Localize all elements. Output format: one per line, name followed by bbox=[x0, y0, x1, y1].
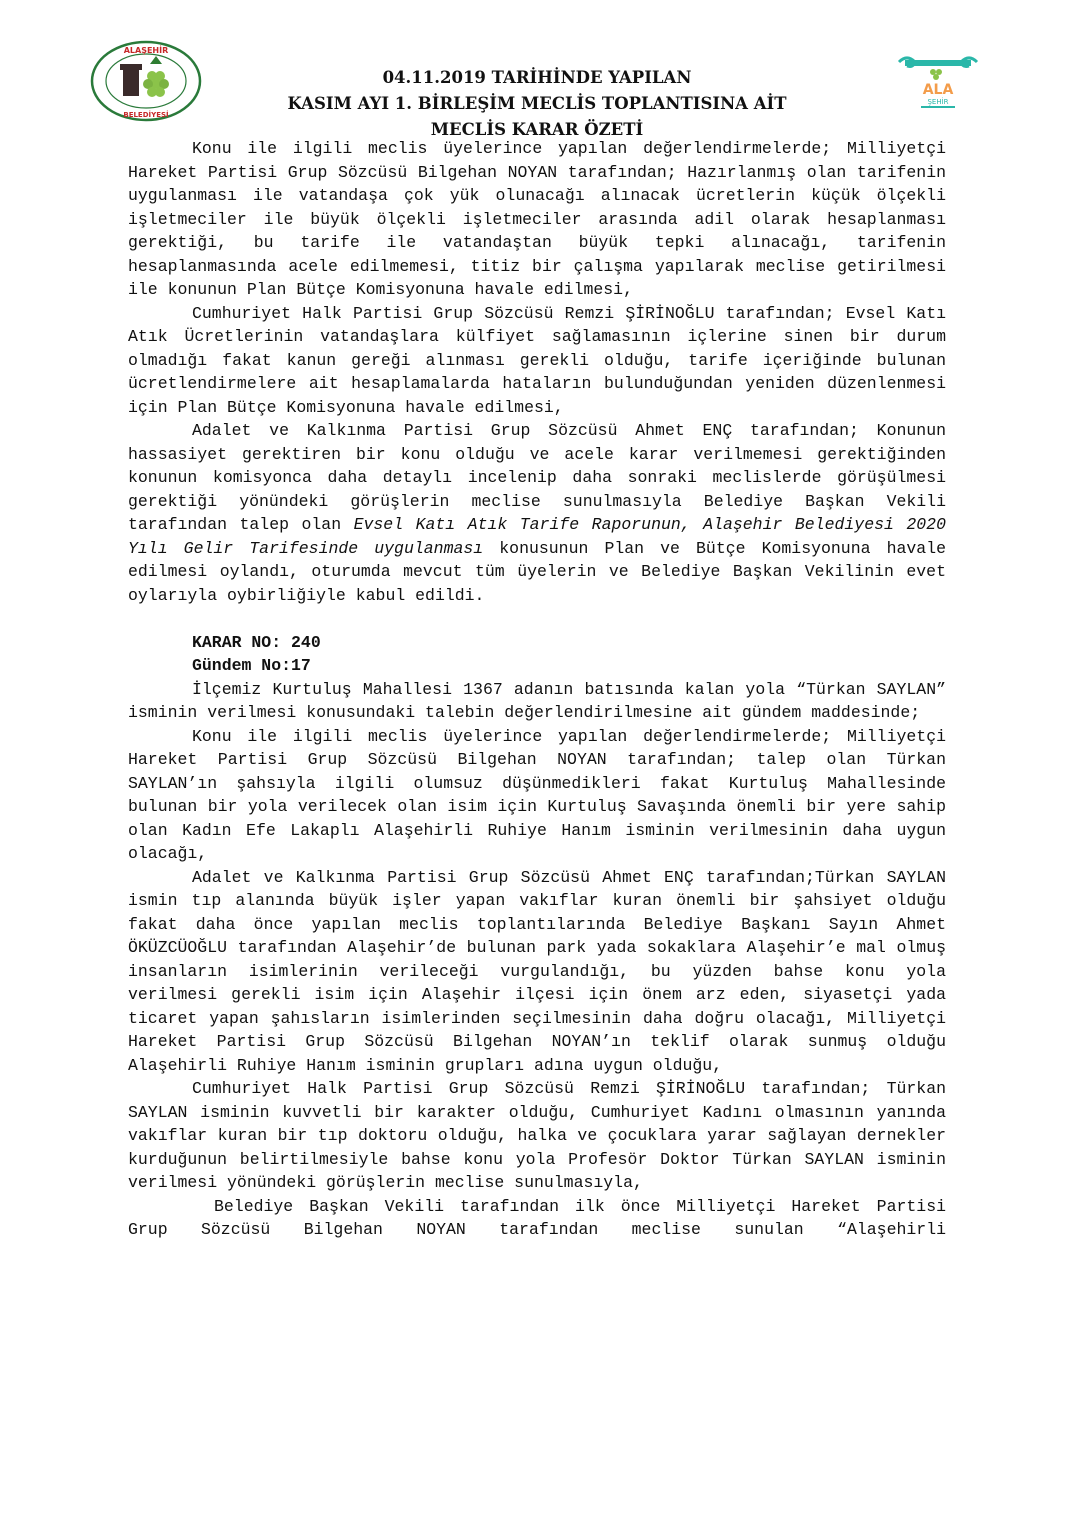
section2-paragraph-3: Adalet ve Kalkınma Partisi Grup Sözcüsü Ahmet ENÇ tarafından;Türkan SAYLAN ismin tıp alanında büyük işler yapan vakıflar kuran önemli bir şahsiyet olduğu fakat daha önce yapılan meclis toplantılarında Belediye Başkanı Sayın Ahmet ÖKÜZCÜOĞLU tarafından Alaşehir’de bulunan park yada sokaklara Alaşehir’e mal olmuş insanların isimlerinin verileceği vurgulandığı, bu yüzden bahse konu yola verilmesi gerekli isim için Alaşehir ilçesi için önem arz eden, siyasetçi yada ticaret yapan şahısların isimlerinden seçilmesinin daha doğru olacağı, Milliyetçi Hareket Partisi Grup Sözcüsü Bilgehan NOYAN’ın teklif olarak sunmuş olduğu Alaşehirli Ruhiye Hanım isminin grupları adına uygun olduğu, bbox=[128, 867, 946, 1075]
logo-left-text-top: ALAŞEHİR bbox=[123, 46, 169, 55]
section2-paragraph-1: İlçemiz Kurtuluş Mahallesi 1367 adanın batısında kalan yola “Türkan SAYLAN” isminin verilmesi konusundaki talebin değerlendirilmesine ait gündem maddesinde; bbox=[128, 679, 946, 722]
section1-paragraph-2: Cumhuriyet Halk Partisi Grup Sözcüsü Remzi ŞİRİNOĞLU tarafından; Evsel Katı Atık Ücretlerinin vatandaşlara külfiyet sağlamasının içlerine sinen bir durum olmadığı fakat kanun gereği alınması gerekli olduğu, tarife içeriğinde bulunan ücretlendirmelere ait hesaplamalarda hataların bulunduğundan yeniden düzenlenmesi için Plan Bütçe Komisyonuna havale edilmesi, bbox=[128, 303, 946, 417]
logo-left-text-bottom: BELEDİYESİ bbox=[123, 111, 169, 119]
document-header bbox=[220, 65, 854, 143]
karar-no-heading: KARAR NO: 240 bbox=[192, 632, 321, 652]
section2-paragraph-4: Cumhuriyet Halk Partisi Grup Sözcüsü Remzi ŞİRİNOĞLU tarafından; Türkan SAYLAN isminin kuvvetli bir karakter olduğu, Cumhuriyet Kadını olmasının yanında vakıflar kuran bir tıp doktoru olduğu, halka ve çocuklara yarar sağlayan dernekler kurduğunun belirtilmesiyle bahse konu yola Profesör Doktor Türkan SAYLAN isminin verilmesi yönündeki görüşlerin meclise sunulmasıyla, bbox=[128, 1079, 946, 1192]
section2-paragraph-5: Belediye Başkan Vekili tarafından ilk önce Milliyetçi Hareket Partisi Grup Sözcüsü Bilgehan NOYAN tarafından meclise sunulan “Alaşehirli bbox=[128, 1196, 946, 1239]
ala-sehir-logo bbox=[893, 52, 983, 110]
section2-paragraph-2: Konu ile ilgili meclis üyelerince yapılan değerlendirmelerde; Milliyetçi Hareket Partisi Grup Sözcüsü Bilgehan NOYAN tarafından; talep olan Türkan SAYLAN’ın şahsıyla ilgili olumsuz düşünmedikleri fakat Kurtuluş Mahallesinde bulunan bir yola verilecek olan isim için Kurtuluş Savaşında önemli bir yere sahip olan Kadın Efe Lakaplı Alaşehirli Ruhiye Hanım isminin verilmesinin daha uygun olacağı, bbox=[128, 726, 946, 863]
section1-p3-text-before: Adalet ve Kalkınma Partisi Grup Sözcüsü Ahmet ENÇ tarafından; Konunun hassasiyet gerektiren bir konu olduğu ve acele karar verilmemesi gerektiğinden konunun komisyonca daha detaylı incelenip daha sonraki meclislerde görüşülmesi gerektiği yönündeki görüşlerin meclise sunulmasıyla Belediye Başkan Vekili tarafından talep olan bbox=[128, 421, 946, 534]
document-body bbox=[128, 137, 946, 1242]
logo-right-text: ALA bbox=[922, 82, 954, 98]
header-title-line: MECLİS KARAR ÖZETİ bbox=[430, 120, 644, 139]
section1-p3-text-after: konusunun Plan ve Bütçe Komisyonuna havale edilmesi oylandı, oturumda mevcut tüm üyelerin ve Belediye Başkan Vekilinin evet oylarıyla oybirliğiyle kabul edildi. bbox=[128, 538, 946, 605]
section1-paragraph-3 bbox=[128, 419, 946, 607]
gundem-no-heading: Gündem No:17 bbox=[192, 656, 311, 675]
section-spacer bbox=[128, 607, 946, 631]
header-date-line: 04.11.2019 TARİHİNDE YAPILAN bbox=[382, 68, 692, 87]
section1-paragraph-1: Konu ile ilgili meclis üyelerince yapılan değerlendirmelerde; Milliyetçi Hareket Partisi Grup Sözcüsü Bilgehan NOYAN tarafından; Hazırlanmış olan tarifenin uygulanması ile vatandaşa çok yük olunacağı alınacak ücretlerin küçük ölçekli işletmeciler ile büyük ölçekli işletmeciler arasında adil olarak hesaplanması gerektiği, bu tarife ile vatandaştan büyük tepki alınacağı, tarifenin hesaplanmasında acele edilmemesi, titiz bir çalışma yapılarak meclise getirilmesi ile konunun Plan Bütçe Komisyonuna havale edilmesi, bbox=[128, 139, 946, 299]
header-session-line: KASIM AYI 1. BİRLEŞİM MECLİS TOPLANTISINA AİT bbox=[287, 94, 787, 113]
svg-text:ŞEHİR: ŞEHİR bbox=[927, 98, 949, 106]
section1-p3-italic: Evsel Katı Atık Tarife Raporunun, Alaşehir Belediyesi 2020 Yılı Gelir Tarifesinde uygulanması bbox=[128, 515, 946, 558]
alasehir-belediyesi-logo bbox=[90, 40, 202, 122]
